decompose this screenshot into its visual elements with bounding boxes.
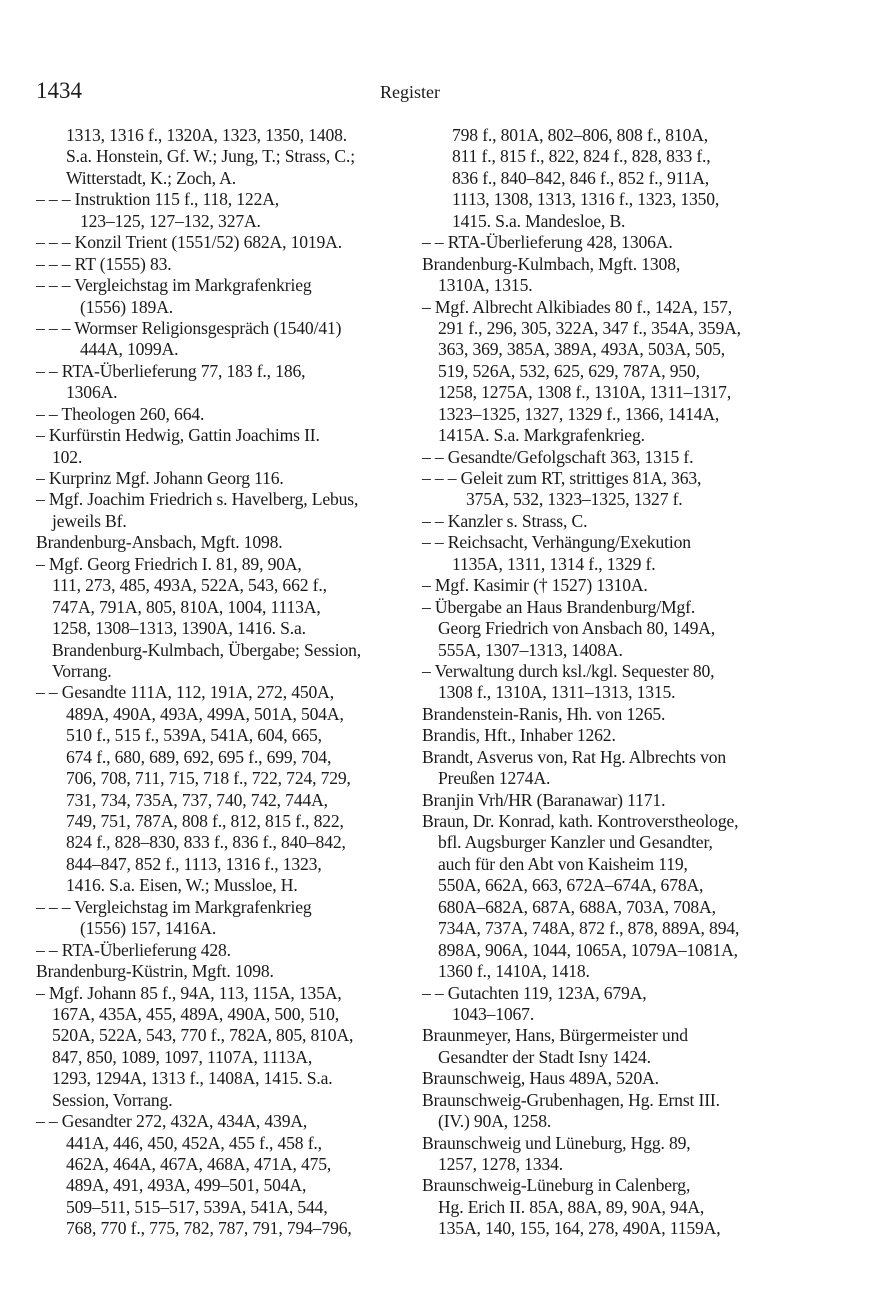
index-line: – Kurprinz Mgf. Johann Georg 116. bbox=[36, 468, 284, 488]
index-line: – Verwaltung durch ksl./kgl. Sequester 80, bbox=[422, 660, 715, 681]
index-line: 811 f., 815 f., 822, 824 f., 828, 833 f., bbox=[452, 146, 711, 167]
index-line: 836 f., 840–842, 846 f., 852 f., 911A, bbox=[452, 167, 710, 188]
index-line: Brandenstein-Ranis, Hh. von 1265. bbox=[422, 703, 666, 724]
index-line: – – Reichsacht, Verhängung/Exekution bbox=[422, 532, 691, 553]
index-line: Witterstadt, K.; Zoch, A. bbox=[66, 167, 236, 188]
index-line: – – Gesandte/Gefolgschaft 363, 1315 f. bbox=[422, 446, 694, 467]
index-line: – – – Konzil Trient (1551/52) 682A, 1019A. bbox=[36, 232, 342, 253]
index-line: 489A, 491, 493A, 499–501, 504A, bbox=[66, 1175, 307, 1196]
index-line: Brandenburg-Küstrin, Mgft. 1098. bbox=[36, 961, 274, 982]
index-line: – – Gesandter 272, 432A, 434A, 439A, bbox=[36, 1111, 308, 1132]
index-line: – – Kanzler s. Strass, C. bbox=[422, 510, 588, 531]
index-line: – Kurfürstin Hedwig, Gattin Joachims II. bbox=[36, 425, 320, 446]
index-line: – – – Vergleichstag im Markgrafenkrieg bbox=[36, 896, 312, 917]
index-line: 489A, 490A, 493A, 499A, 501A, 504A, bbox=[66, 703, 344, 724]
index-line: 102. bbox=[52, 446, 83, 467]
index-line: 1308 f., 1310A, 1311–1313, 1315. bbox=[438, 682, 676, 703]
index-line: Brandenburg-Ansbach, Mgft. 1098. bbox=[36, 532, 283, 553]
index-line: 375A, 532, 1323–1325, 1327 f. bbox=[466, 489, 683, 510]
index-line: Branjin Vrh/HR (Baranawar) 1171. bbox=[422, 789, 666, 810]
index-line: 731, 734, 735A, 737, 740, 742, 744A, bbox=[66, 789, 328, 810]
index-line: 111, 273, 485, 493A, 522A, 543, 662 f., bbox=[52, 575, 327, 596]
index-line: 844–847, 852 f., 1113, 1316 f., 1323, bbox=[66, 853, 322, 874]
index-line: 1323–1325, 1327, 1329 f., 1366, 1414A, bbox=[438, 403, 720, 424]
index-line: – Mgf. Georg Friedrich I. 81, 89, 90A, bbox=[36, 553, 302, 574]
index-line: 509–511, 515–517, 539A, 541A, 544, bbox=[66, 1196, 328, 1217]
index-line: 1258, 1308–1313, 1390A, 1416. S.a. bbox=[52, 618, 306, 639]
index-line: 167A, 435A, 455, 489A, 490A, 500, 510, bbox=[52, 1003, 340, 1024]
index-line: S.a. Honstein, Gf. W.; Jung, T.; Strass, C.; bbox=[66, 146, 355, 167]
index-line: 363, 369, 385A, 389A, 493A, 503A, 505, bbox=[438, 339, 726, 360]
index-line: 1306A. bbox=[66, 382, 118, 403]
index-line: – – – Wormser Religionsgespräch (1540/41) bbox=[36, 317, 342, 338]
index-line: 768, 770 f., 775, 782, 787, 791, 794–796, bbox=[66, 1218, 352, 1239]
index-line: 1416. S.a. Eisen, W.; Mussloe, H. bbox=[66, 875, 298, 896]
index-line: 706, 708, 711, 715, 718 f., 722, 724, 729, bbox=[66, 768, 351, 789]
index-line: – Mgf. Johann 85 f., 94A, 113, 115A, 135A, bbox=[36, 982, 342, 1003]
index-line: Brandenburg-Kulmbach, Übergabe; Session, bbox=[52, 639, 361, 660]
index-line: 1415A. S.a. Markgrafenkrieg. bbox=[438, 425, 645, 446]
index-line: Vorrang. bbox=[52, 660, 112, 681]
page-number: 1434 bbox=[36, 78, 82, 103]
index-line: (IV.) 90A, 1258. bbox=[438, 1111, 552, 1132]
index-line: – – RTA-Überlieferung 428, 1306A. bbox=[422, 232, 673, 253]
index-line: (1556) 157, 1416A. bbox=[80, 918, 217, 939]
index-line: 550A, 662A, 663, 672A–674A, 678A, bbox=[438, 875, 704, 896]
index-line: – – – Vergleichstag im Markgrafenkrieg bbox=[36, 275, 312, 296]
index-line: Braunschweig und Lüneburg, Hgg. 89, bbox=[422, 1132, 691, 1153]
index-line: 1415. S.a. Mandesloe, B. bbox=[452, 210, 626, 231]
index-line: – – RTA-Überlieferung 428. bbox=[36, 939, 231, 960]
index-line: 462A, 464A, 467A, 468A, 471A, 475, bbox=[66, 1154, 332, 1174]
index-column-left bbox=[36, 125, 412, 1240]
index-line: 291 f., 296, 305, 322A, 347 f., 354A, 359A, bbox=[438, 317, 741, 338]
index-line: 1043–1067. bbox=[452, 1003, 535, 1024]
index-line: 747A, 791A, 805, 810A, 1004, 1113A, bbox=[52, 596, 321, 617]
index-line: 1313, 1316 f., 1320A, 1323, 1350, 1408. bbox=[66, 125, 348, 145]
index-line: 510 f., 515 f., 539A, 541A, 604, 665, bbox=[66, 725, 322, 746]
index-line: 444A, 1099A. bbox=[80, 339, 179, 360]
index-line: Hg. Erich II. 85A, 88A, 89, 90A, 94A, bbox=[438, 1196, 705, 1217]
index-line: – – Theologen 260, 664. bbox=[36, 403, 205, 424]
index-line: Gesandter der Stadt Isny 1424. bbox=[438, 1046, 651, 1067]
running-head: Register bbox=[380, 82, 440, 102]
index-line: bfl. Augsburger Kanzler und Gesandter, bbox=[438, 832, 713, 853]
index-line: 847, 850, 1089, 1097, 1107A, 1113A, bbox=[52, 1046, 313, 1067]
index-line: 520A, 522A, 543, 770 f., 782A, 805, 810A, bbox=[52, 1025, 354, 1046]
index-line: Brandis, Hft., Inhaber 1262. bbox=[422, 725, 616, 746]
index-line: – – Gesandte 111A, 112, 191A, 272, 450A, bbox=[36, 682, 334, 703]
index-line: 1258, 1275A, 1308 f., 1310A, 1311–1317, bbox=[438, 382, 732, 403]
index-line: Braunschweig, Haus 489A, 520A. bbox=[422, 1068, 659, 1089]
index-line: 749, 751, 787A, 808 f., 812, 815 f., 822, bbox=[66, 811, 344, 831]
index-line: 674 f., 680, 689, 692, 695 f., 699, 704, bbox=[66, 746, 332, 767]
index-line: Braunschweig-Grubenhagen, Hg. Ernst III. bbox=[422, 1089, 720, 1110]
index-line: Brandenburg-Kulmbach, Mgft. 1308, bbox=[422, 253, 681, 274]
index-line: 555A, 1307–1313, 1408A. bbox=[438, 639, 623, 660]
index-line: 734A, 737A, 748A, 872 f., 878, 889A, 894, bbox=[438, 918, 740, 939]
index-line: – – RTA-Überlieferung 77, 183 f., 186, bbox=[36, 360, 306, 381]
page-header bbox=[36, 78, 784, 108]
index-line: – Mgf. Kasimir († 1527) 1310A. bbox=[422, 575, 648, 596]
index-line: Session, Vorrang. bbox=[52, 1089, 173, 1110]
index-line: jeweils Bf. bbox=[52, 510, 127, 531]
index-line: – – Gutachten 119, 123A, 679A, bbox=[422, 982, 647, 1003]
index-line: 1257, 1278, 1334. bbox=[438, 1154, 564, 1174]
index-line: – Mgf. Joachim Friedrich s. Havelberg, Lebus, bbox=[36, 489, 359, 510]
index-line: 1113, 1308, 1313, 1316 f., 1323, 1350, bbox=[452, 189, 720, 210]
index-line: Braunmeyer, Hans, Bürgermeister und bbox=[422, 1025, 688, 1046]
index-line: 798 f., 801A, 802–806, 808 f., 810A, bbox=[452, 125, 709, 145]
index-line: (1556) 189A. bbox=[80, 296, 173, 317]
index-line: 824 f., 828–830, 833 f., 836 f., 840–842, bbox=[66, 832, 346, 853]
index-line: – – – Instruktion 115 f., 118, 122A, bbox=[36, 189, 280, 210]
index-line: 123–125, 127–132, 327A. bbox=[80, 210, 261, 231]
index-line: 1310A, 1315. bbox=[438, 275, 533, 296]
index-line: 1135A, 1311, 1314 f., 1329 f. bbox=[452, 553, 656, 574]
index-line: auch für den Abt von Kaisheim 119, bbox=[438, 853, 688, 874]
index-line: Georg Friedrich von Ansbach 80, 149A, bbox=[438, 618, 716, 639]
index-line: 1293, 1294A, 1313 f., 1408A, 1415. S.a. bbox=[52, 1068, 333, 1089]
index-line: – – – RT (1555) 83. bbox=[36, 253, 172, 274]
index-line: Braunschweig-Lüneburg in Calenberg, bbox=[422, 1175, 691, 1196]
index-line: – Mgf. Albrecht Alkibiades 80 f., 142A, 157, bbox=[422, 296, 733, 317]
index-line: Brandt, Asverus von, Rat Hg. Albrechts von bbox=[422, 746, 727, 767]
index-line: 135A, 140, 155, 164, 278, 490A, 1159A, bbox=[438, 1218, 721, 1239]
index-line: Preußen 1274A. bbox=[438, 768, 551, 789]
index-line: 519, 526A, 532, 625, 629, 787A, 950, bbox=[438, 360, 700, 381]
index-line: 680A–682A, 687A, 688A, 703A, 708A, bbox=[438, 896, 716, 917]
index-column-right bbox=[422, 125, 792, 1240]
index-line: Braun, Dr. Konrad, kath. Kontroverstheologe, bbox=[422, 811, 739, 831]
index-line: 898A, 906A, 1044, 1065A, 1079A–1081A, bbox=[438, 939, 738, 960]
index-line: 441A, 446, 450, 452A, 455 f., 458 f., bbox=[66, 1132, 322, 1153]
index-line: – Übergabe an Haus Brandenburg/Mgf. bbox=[422, 596, 696, 617]
index-line: – – – Geleit zum RT, strittiges 81A, 363, bbox=[422, 468, 702, 488]
index-line: 1360 f., 1410A, 1418. bbox=[438, 961, 590, 982]
